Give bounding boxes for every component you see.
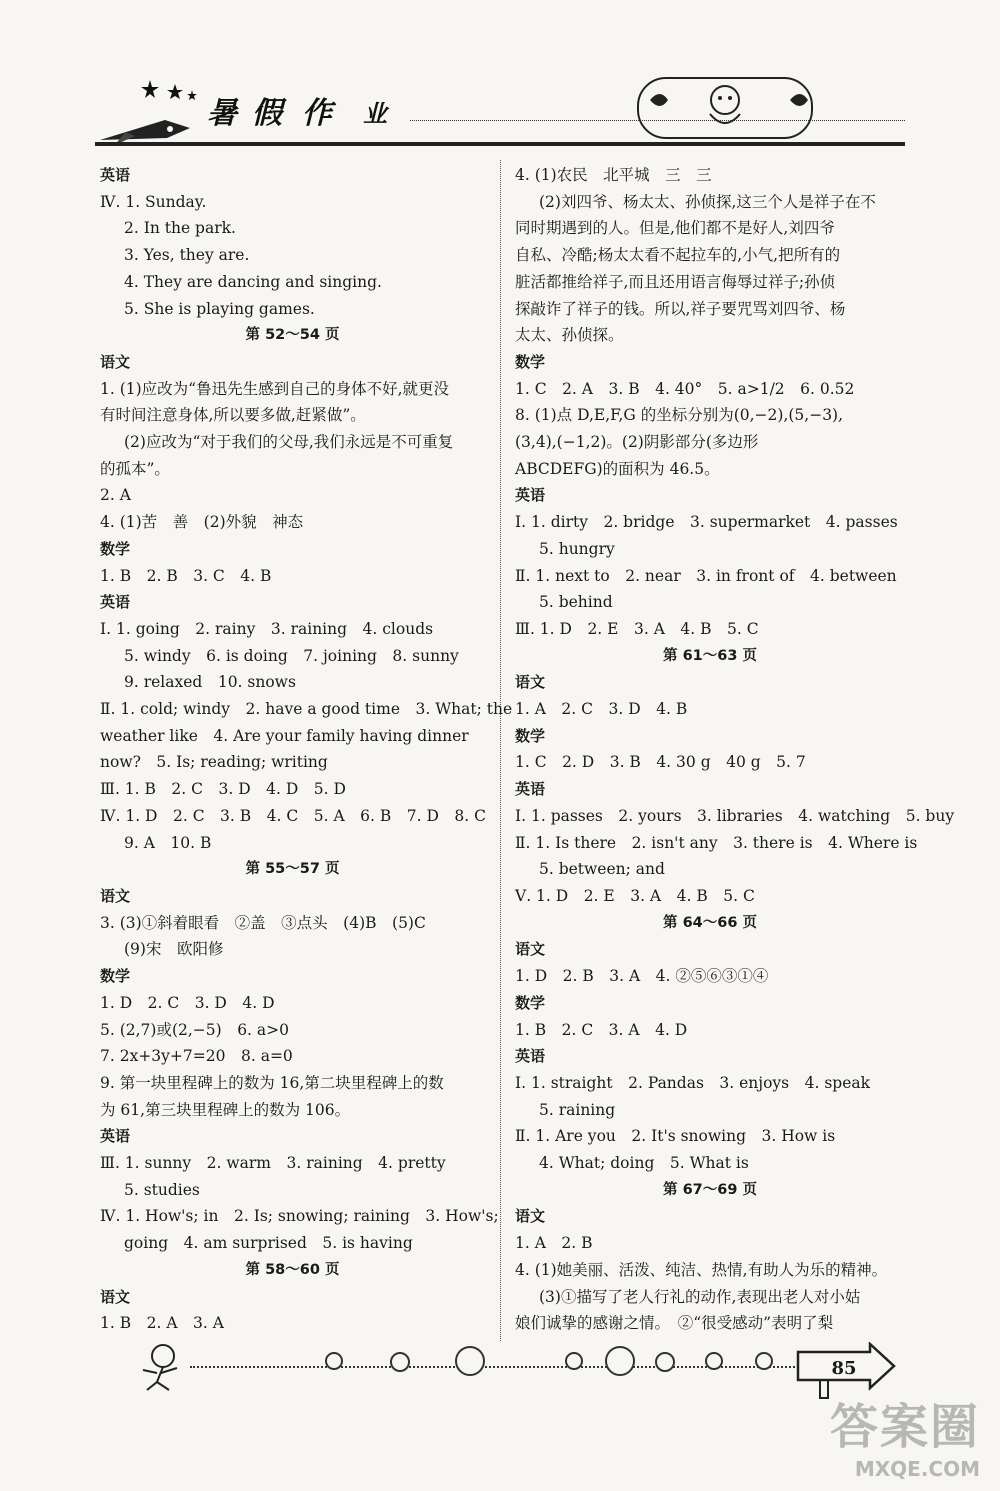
answer-line: 3. (3)①斜着眼看 ②盖 ③点头 (4)B (5)C bbox=[100, 913, 426, 932]
subject-heading: 数学 bbox=[515, 352, 546, 371]
star-icon bbox=[140, 78, 200, 108]
answer-line: Ⅱ. 1. Is there 2. isn't any 3. there is 4. Where is bbox=[515, 833, 918, 852]
header-rule bbox=[95, 142, 905, 146]
answer-line: Ⅰ. 1. dirty 2. bridge 3. supermarket 4. passes bbox=[515, 513, 898, 532]
answer-line: 2. In the park. bbox=[124, 219, 236, 238]
answer-line: 1. B 2. B 3. C 4. B bbox=[100, 566, 272, 585]
footer-dotted-line bbox=[190, 1366, 795, 1368]
page-range-heading: 第 61～63 页 bbox=[663, 647, 757, 664]
page-range-heading: 第 67～69 页 bbox=[663, 1181, 757, 1198]
answer-line: 1. B 2. A 3. A bbox=[100, 1314, 224, 1333]
answer-line: Ⅳ. 1. How's; in 2. Is; snowing; raining 3. How's; bbox=[100, 1207, 499, 1226]
answer-line: Ⅰ. 1. passes 2. yours 3. libraries 4. watching 5. buy bbox=[515, 806, 955, 825]
subject-heading: 语文 bbox=[100, 1287, 131, 1306]
answer-line: 9. 第一块里程碑上的数为 16,第二块里程碑上的数 bbox=[100, 1073, 444, 1092]
answer-line: 5. She is playing games. bbox=[124, 299, 315, 318]
subject-heading: 英语 bbox=[515, 1047, 546, 1066]
subject-heading: 英语 bbox=[100, 166, 131, 184]
subject-heading: 英语 bbox=[100, 1127, 131, 1146]
answer-line: 1. B 2. C 3. A 4. D bbox=[515, 1020, 688, 1039]
column-divider bbox=[500, 160, 501, 1341]
answer-line: Ⅳ. 1. Sunday. bbox=[100, 192, 207, 211]
answer-line: weather like 4. Are your family having dinner bbox=[100, 726, 469, 745]
answer-line: 为 61,第三块里程碑上的数为 106。 bbox=[100, 1100, 351, 1119]
answer-line: 8. (1)点 D,E,F,G 的坐标分别为(0,−2),(5,−3), bbox=[515, 406, 844, 425]
site-watermark bbox=[830, 1388, 980, 1481]
answer-line: ABCDEFG)的面积为 46.5。 bbox=[515, 459, 720, 478]
title-char: 作 bbox=[302, 96, 332, 131]
answer-line: Ⅴ. 1. D 2. E 3. A 4. B 5. C bbox=[515, 886, 755, 905]
answer-line: Ⅳ. 1. D 2. C 3. B 4. C 5. A 6. B 7. D 8. C bbox=[100, 806, 486, 825]
answer-line: 1. D 2. C 3. D 4. D bbox=[100, 993, 275, 1012]
answer-line: 同时期遇到的人。但是,他们都不是好人,刘四爷 bbox=[515, 219, 835, 238]
answer-line: 的孤本”。 bbox=[100, 459, 170, 478]
subject-heading: 数学 bbox=[515, 993, 546, 1012]
right-column bbox=[515, 162, 955, 1337]
answer-line: 5. behind bbox=[539, 593, 613, 612]
answer-line: 7. 2x+3y+7=20 8. a=0 bbox=[100, 1047, 293, 1066]
subject-heading: 语文 bbox=[100, 352, 131, 371]
subject-heading: 英语 bbox=[515, 486, 546, 505]
subject-heading: 语文 bbox=[515, 1207, 546, 1226]
ring-decoration bbox=[325, 1352, 343, 1370]
answer-line: (2)刘四爷、杨太太、孙侦探,这三个人是祥子在不 bbox=[539, 192, 876, 211]
answer-line: Ⅱ. 1. Are you 2. It's snowing 3. How is bbox=[515, 1127, 836, 1146]
subject-heading: 语文 bbox=[515, 940, 546, 959]
watermark-url: MXQE.COM bbox=[854, 1457, 980, 1481]
title-char: 假 bbox=[252, 96, 282, 131]
title-char: 暑 bbox=[207, 96, 237, 131]
watermark-title: 答案圈 bbox=[829, 1399, 980, 1455]
answer-line: Ⅰ. 1. going 2. rainy 3. raining 4. clouds bbox=[100, 619, 434, 638]
answer-line: Ⅲ. 1. sunny 2. warm 3. raining 4. pretty bbox=[100, 1154, 446, 1173]
subject-heading: 数学 bbox=[515, 726, 546, 745]
answer-line: 4. (1)她美丽、活泼、纯洁、热情,有助人为乐的精神。 bbox=[515, 1260, 888, 1279]
ring-decoration bbox=[755, 1352, 773, 1370]
title-char: 业 bbox=[363, 99, 387, 128]
cartoon-mascot-icon bbox=[630, 70, 820, 142]
page-range-heading: 第 52～54 页 bbox=[245, 327, 340, 344]
answer-line: (3)①描写了老人行礼的动作,表现出老人对小姑 bbox=[539, 1287, 861, 1306]
ring-decoration bbox=[605, 1346, 635, 1376]
answer-line: 1. (1)应改为“鲁迅先生感到自己的身体不好,就更没 bbox=[100, 379, 450, 398]
answer-line: 脏活都推给祥子,而且还用语言侮辱过祥子;孙侦 bbox=[515, 272, 836, 291]
answer-line: 5. hungry bbox=[539, 539, 615, 558]
answer-line: 1. A 2. C 3. D 4. B bbox=[515, 700, 688, 719]
answer-line: 4. What; doing 5. What is bbox=[539, 1154, 749, 1173]
answer-line: Ⅱ. 1. cold; windy 2. have a good time 3. What; the bbox=[100, 700, 513, 719]
answer-line: 1. D 2. B 3. A 4. ②⑤⑥③①④ bbox=[515, 967, 769, 986]
page-number: 85 bbox=[831, 1357, 857, 1379]
answer-line: 9. A 10. B bbox=[124, 833, 212, 852]
answer-line: 2. A bbox=[100, 486, 131, 505]
answer-line: 3. Yes, they are. bbox=[124, 246, 250, 265]
answer-line: 5. between; and bbox=[539, 860, 665, 879]
page-range-heading: 第 55～57 页 bbox=[245, 861, 340, 878]
answer-line: 9. relaxed 10. snows bbox=[124, 673, 296, 692]
ring-decoration bbox=[565, 1352, 583, 1370]
answer-line: 4. (1)苦 善 (2)外貌 神态 bbox=[100, 513, 304, 532]
subject-heading: 英语 bbox=[100, 593, 131, 612]
page-range-heading: 第 64～66 页 bbox=[663, 914, 757, 931]
answer-line: (9)宋 欧阳修 bbox=[124, 940, 224, 959]
ring-decoration bbox=[655, 1352, 675, 1372]
ring-decoration bbox=[390, 1352, 410, 1372]
subject-heading: 数学 bbox=[100, 539, 131, 558]
answer-line: 探敲诈了祥子的钱。所以,祥子要咒骂刘四爷、杨 bbox=[515, 299, 846, 318]
answer-line: 1. C 2. D 3. B 4. 30 g 40 g 5. 7 bbox=[515, 753, 806, 772]
page-header bbox=[95, 70, 905, 160]
answer-line: 太太、孙侦探。 bbox=[515, 326, 624, 345]
subject-heading: 数学 bbox=[100, 967, 131, 986]
left-column bbox=[100, 162, 513, 1337]
answer-line: now? 5. Is; reading; writing bbox=[100, 753, 328, 772]
subject-heading: 语文 bbox=[100, 886, 131, 905]
page-range-heading: 第 58～60 页 bbox=[245, 1261, 340, 1278]
ring-decoration bbox=[455, 1346, 485, 1376]
answer-line: 4. They are dancing and singing. bbox=[124, 272, 382, 291]
answer-line: Ⅱ. 1. next to 2. near 3. in front of 4. between bbox=[515, 566, 897, 585]
answer-line: going 4. am surprised 5. is having bbox=[124, 1234, 413, 1253]
answer-line: Ⅲ. 1. D 2. E 3. A 4. B 5. C bbox=[515, 619, 759, 638]
subject-heading: 英语 bbox=[515, 780, 546, 799]
answer-line: Ⅰ. 1. straight 2. Pandas 3. enjoys 4. speak bbox=[515, 1073, 871, 1092]
answer-line: (3,4),(−1,2)。(2)阴影部分(多边形 bbox=[515, 433, 759, 452]
answer-line: 有时间注意身体,所以要多做,赶紧做”。 bbox=[100, 406, 366, 425]
answer-line: 4. (1)农民 北平城 三 三 bbox=[515, 166, 712, 184]
answer-line: Ⅲ. 1. B 2. C 3. D 4. D 5. D bbox=[100, 780, 346, 799]
answer-line: 5. (2,7)或(2,−5) 6. a>0 bbox=[100, 1020, 289, 1039]
running-figure-icon bbox=[135, 1340, 190, 1395]
answer-line: 5. raining bbox=[539, 1100, 616, 1119]
answer-line: 5. windy 6. is doing 7. joining 8. sunny bbox=[124, 646, 459, 665]
answer-line: 1. A 2. B bbox=[515, 1234, 593, 1253]
ring-decoration bbox=[705, 1352, 723, 1370]
page-footer bbox=[95, 1330, 905, 1400]
answer-line: 5. studies bbox=[124, 1180, 200, 1199]
answer-line: (2)应改为“对于我们的父母,我们永远是不可重复 bbox=[124, 433, 454, 452]
answer-line: 娘们诚挚的感谢之情。 ②“很受感动”表明了梨 bbox=[515, 1314, 834, 1333]
answer-line: 1. C 2. A 3. B 4. 40° 5. a>1/2 6. 0.52 bbox=[515, 379, 855, 398]
answer-line: 自私、冷酷;杨太太看不起拉车的,小气,把所有的 bbox=[515, 246, 841, 265]
subject-heading: 语文 bbox=[515, 673, 546, 692]
